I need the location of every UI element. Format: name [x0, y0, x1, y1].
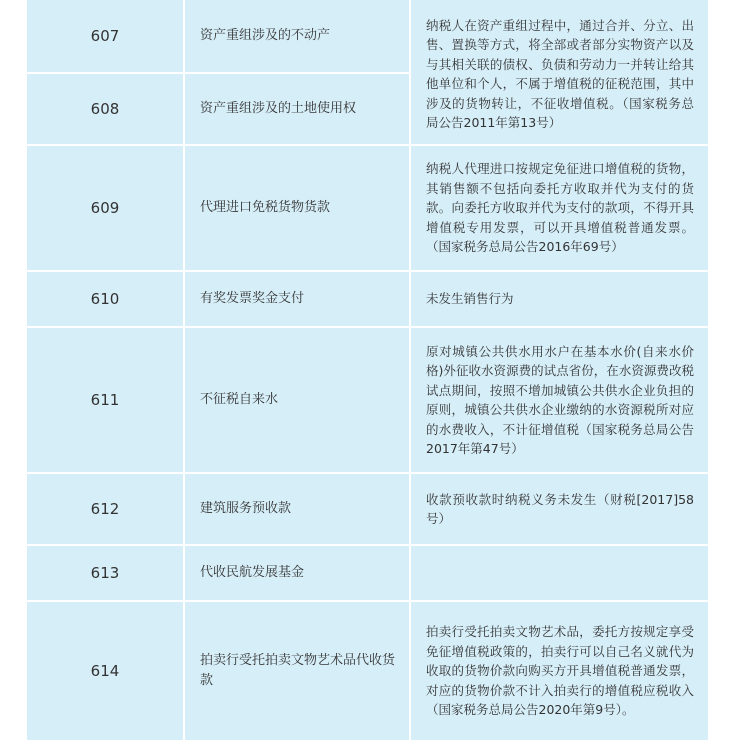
row-code: 611	[27, 328, 183, 472]
row-code: 612	[27, 474, 183, 544]
row-name: 有奖发票奖金支付	[185, 272, 409, 326]
row-code: 613	[27, 546, 183, 600]
row-name: 资产重组涉及的土地使用权	[185, 74, 409, 144]
row-code: 609	[27, 146, 183, 270]
row-code: 610	[27, 272, 183, 326]
tax-item-table	[27, 0, 708, 740]
row-name: 代收民航发展基金	[185, 546, 409, 600]
row-code: 608	[27, 74, 183, 144]
row-description: 拍卖行受托拍卖文物艺术品，委托方按规定享受免征增值税政策的，拍卖行可以自己名义就代为收取的货物价款向购买方开具增值税普通发票，对应的货物价款不计入拍卖行的增值税应税收入（国家税务总局公告2020年第9号）。	[411, 602, 708, 740]
row-description: 纳税人代理进口按规定免征进口增值税的货物，其销售额不包括向委托方收取并代为支付的货款。向委托方收取并代为支付的款项，不得开具增值税专用发票，可以开具增值税普通发票。（国家税务总局公告2016年69号）	[411, 146, 708, 270]
row-name: 不征税自来水	[185, 328, 409, 472]
row-description: 原对城镇公共供水用水户在基本水价(自来水价格)外征收水资源费的试点省份，在水资源费改税试点期间，按照不增加城镇公共供水企业负担的原则，城镇公共供水企业缴纳的水资源税所对应的水费收入，不计征增值税（国家税务总局公告2017年第47号）	[411, 328, 708, 472]
row-name: 代理进口免税货物货款	[185, 146, 409, 270]
row-code: 614	[27, 602, 183, 740]
row-description: 收款预收款时纳税义务未发生（财税[2017]58号）	[411, 474, 708, 544]
row-description-merged: 纳税人在资产重组过程中，通过合并、分立、出售、置换等方式，将全部或者部分实物资产以及与其相关联的债权、负债和劳动力一并转让给其他单位和个人，不属于增值税的征税范围，其中涉及的货物转让，不征收增值税。（国家税务总局公告2011年第13号）	[411, 0, 708, 144]
row-description	[411, 546, 708, 600]
row-description: 未发生销售行为	[411, 272, 708, 326]
row-name: 建筑服务预收款	[185, 474, 409, 544]
row-name: 资产重组涉及的不动产	[185, 0, 409, 72]
row-name: 拍卖行受托拍卖文物艺术品代收货款	[185, 602, 409, 740]
row-code: 607	[27, 0, 183, 72]
